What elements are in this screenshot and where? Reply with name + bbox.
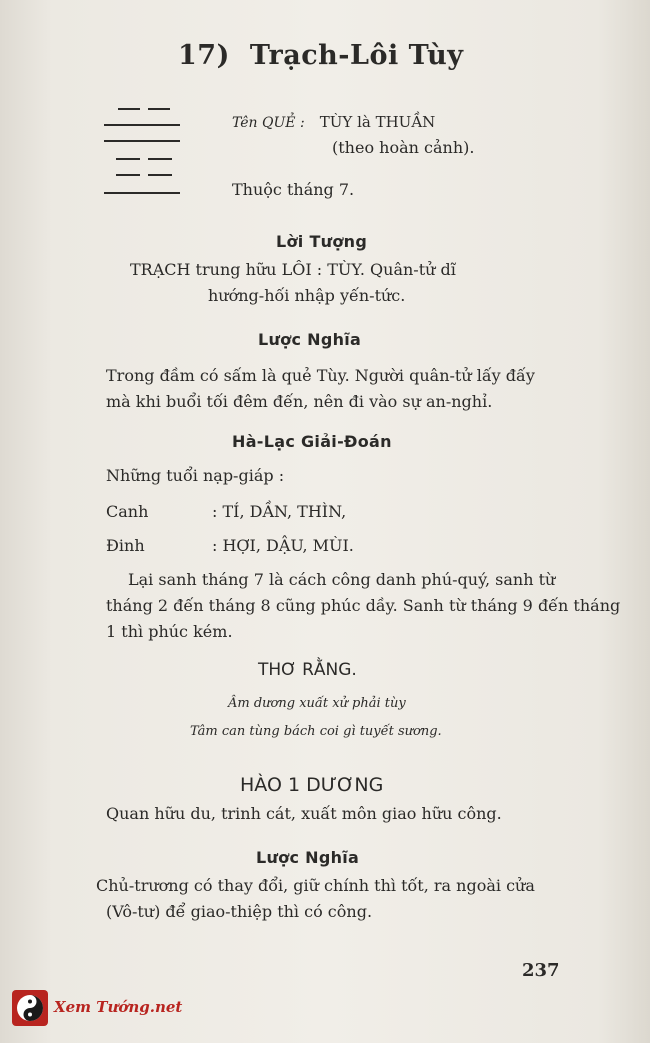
- heading-ha-lac: Hà-Lạc Giải-Đoán: [232, 432, 392, 451]
- name-value: TÙY là THUẦN: [319, 113, 436, 131]
- branches-canh: : TÍ, DẦN, THÌN,: [212, 502, 347, 521]
- luoc-nghia-2-line-1: Chủ-trương có thay đổi, giữ chính thì tốt, ra ngoài cửa: [96, 876, 535, 895]
- luoc-nghia-2-line-2: (Vô-tư) để giao-thiệp thì có công.: [106, 902, 373, 921]
- stem-dinh: Đinh: [106, 536, 145, 555]
- hexagram-icon: [104, 100, 184, 200]
- loi-tuong-line-1: TRẠCH trung hữu LÔI : TÙY. Quân-tử dĩ: [130, 260, 456, 279]
- month-line: Thuộc tháng 7.: [232, 180, 355, 199]
- chapter-number: 17): [178, 40, 230, 71]
- site-logo: [12, 990, 183, 1030]
- heading-loi-tuong: Lời Tượng: [276, 232, 368, 251]
- ha-lac-para-line-2: tháng 2 đến tháng 8 cũng phúc dầy. Sanh từ tháng 9 đến tháng: [106, 596, 621, 615]
- yin-yang-icon: [12, 990, 48, 1026]
- verse-line-1: Âm dương xuất xử phải tùy: [228, 696, 406, 711]
- chapter-name: Trạch-Lôi Tùy: [249, 40, 464, 71]
- name-note: (theo hoàn cảnh).: [332, 138, 475, 157]
- loi-tuong-line-2: hướng-hối nhập yến-tức.: [208, 286, 406, 305]
- heading-luoc-nghia-2: Lược Nghĩa: [256, 848, 360, 867]
- nap-giap-intro: Những tuổi nạp-giáp :: [106, 466, 285, 485]
- luoc-nghia-1-line-2: mà khi buổi tối đêm đến, nên đi vào sự an-nghỉ.: [106, 392, 493, 411]
- ha-lac-para-line-3: 1 thì phúc kém.: [106, 622, 233, 641]
- luoc-nghia-1-line-1: Trong đầm có sấm là quẻ Tùy. Người quân-tử lấy đấy: [106, 366, 535, 385]
- ha-lac-para-line-1: Lại sanh tháng 7 là cách công danh phú-quý, sanh từ: [128, 570, 556, 589]
- name-label: Tên QUẺ :: [232, 115, 305, 131]
- page-number: 237: [522, 960, 560, 981]
- stem-canh: Canh: [106, 502, 149, 521]
- heading-hao-1: HÀO 1 DƯƠNG: [240, 774, 384, 796]
- heading-tho-rang: THƠ RẰNG.: [258, 660, 357, 680]
- logo-text: Xem Tướng.net: [54, 998, 183, 1016]
- branches-dinh: : HỢI, DẬU, MÙI.: [212, 536, 354, 555]
- verse-line-2: Tâm can tùng bách coi gì tuyết sương.: [190, 724, 442, 739]
- heading-luoc-nghia-1: Lược Nghĩa: [258, 330, 362, 349]
- hexagram-name-line: [232, 112, 435, 131]
- hao-1-text: Quan hữu du, trinh cát, xuất môn giao hữu công.: [106, 804, 502, 823]
- chapter-title: [178, 40, 463, 71]
